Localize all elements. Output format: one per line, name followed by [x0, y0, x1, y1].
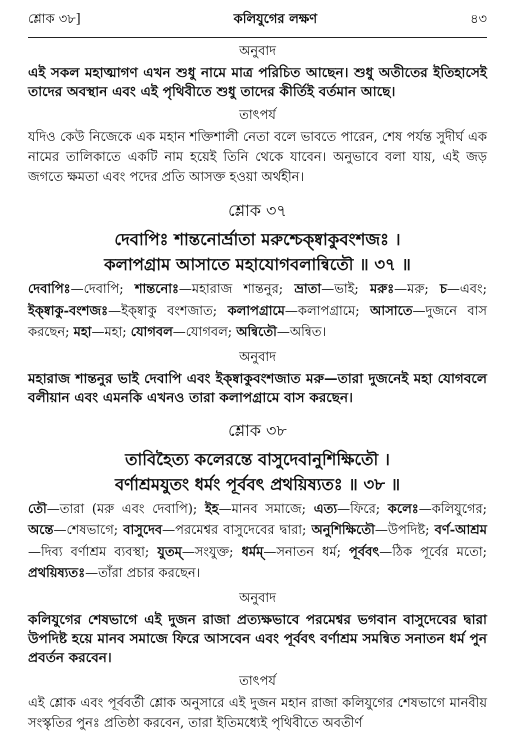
- synonym-word: প্রথয়িষ্যতঃ: [28, 566, 86, 581]
- header-verse-ref: শ্লোক ৩৮]: [28, 12, 81, 27]
- verse-37-translation-text: মহারাজ শান্তনুর ভাই দেবাপি এবং ইক্ষ্বাকুবংশজাত মরু—তারা দুজনেই মহা যোগবলে বলীয়ান এবং এমনকি এখনও তারা কলাপগ্রামে বাস করছেন।: [28, 370, 487, 406]
- synonym-word: কলাপগ্রামে: [227, 303, 285, 319]
- synonym-meaning: —তারা (মরু এবং দেবাপি);: [46, 501, 205, 517]
- verse-38-line-2: বর্ণাশ্রমযুতং ধর্মং পূর্ববৎ প্রথয়িষ্যতঃ ॥ ৩৮ ॥: [114, 474, 401, 494]
- synonym-word: ধর্মম্: [241, 544, 264, 560]
- synonym-word: ভ্রাতা: [294, 282, 322, 297]
- header-chapter-title: কলিযুগের লক্ষণ: [233, 12, 318, 27]
- synonym-word: আসাতে: [370, 303, 413, 319]
- synonym-meaning: —ফিরে;: [337, 501, 388, 517]
- verse-38-purport-text: এই শ্লোক এবং পূর্ববর্তী শ্লোক অনুসারে এই দুজন মহান রাজা কলিযুগের শেষভাগে মানবীয় সংস্কৃতির পুনঃ প্রতিষ্ঠা করবেন, তারা ইতিমধ্যেই পৃথিবীতে অবতীর্ণ: [28, 695, 488, 731]
- verse-37-synonyms: [28, 279, 487, 344]
- verse-37-line-1: দেবাপিঃ শান্তনোর্ভ্রাতা মরুশ্চেক্ষ্বাকুবংশজঃ ।: [114, 230, 401, 249]
- synonym-meaning: —কলাপগ্রামে;: [284, 303, 371, 319]
- synonym-word: এত্য: [313, 501, 338, 517]
- synonym-meaning: —যোগবল;: [172, 325, 237, 340]
- page-header: [28, 0, 487, 31]
- synonym-word: দেবাপিঃ: [28, 282, 71, 297]
- synonym-word: অনুশিক্ষিতৌ: [311, 523, 375, 538]
- synonym-word: ইক্ষ্বাকু-বংশজঃ: [28, 303, 109, 319]
- verse-38-translation-label: অনুবাদ: [239, 590, 276, 606]
- verse-37-line-2: কলাপগ্রাম আসাতে মহাযোগবলান্বিতৌ ॥ ৩৭ ॥: [104, 255, 411, 274]
- synonym-word: ইহ: [204, 501, 219, 517]
- synonym-word: শান্তনোঃ: [134, 282, 179, 297]
- synonym-meaning: —সনাতন ধর্ম;: [263, 544, 350, 560]
- synonym-meaning: —দুজনে বাস করছেন;: [28, 303, 488, 340]
- synonym-meaning: —শেষভাগে;: [53, 523, 124, 538]
- synonym-word: বর্ণ-আশ্রম: [434, 523, 487, 538]
- synonym-word: যুতম্: [157, 544, 182, 560]
- verse-37-title: শ্লোক ৩৭: [228, 201, 287, 220]
- synonym-word: যোগবল: [130, 325, 173, 340]
- synonym-word: অন্বিতৌ: [236, 325, 277, 340]
- synonym-word: পূর্ববৎ: [349, 544, 380, 560]
- synonym-meaning: —এবং;: [446, 282, 487, 297]
- synonym-word: বাসুদেব: [123, 523, 163, 538]
- purport-text: যদিও কেউ নিজেকে এক মহান শক্তিশালী নেতা বলে ভাবতে পারেন, শেষ পর্যন্ত সুদীর্ঘ এক নামের তালিকাতে একটি নাম হয়েই তিনি থেকে যাবেন। অনুভাবে বলা যায়, এই জড় জগতে ক্ষমতা এবং পদের প্রতি আসক্ত হওয়া অর্থহীন।: [28, 130, 487, 185]
- header-rule: [28, 37, 487, 38]
- synonym-word: মহা: [73, 325, 92, 340]
- translation-text: এই সকল মহাত্মাগণ এখন শুধু নামে মাত্র পরিচিত আছেন। শুধু অতীতের ইতিহাসেই তাদের অবস্থান এবং এই পৃথিবীতে শুধু তাদের কীর্তিই বর্তমান আছে।: [28, 65, 487, 100]
- synonym-meaning: —তাঁরা প্রচার করছেন।: [85, 566, 201, 581]
- synonym-word: কলেঃ: [387, 501, 419, 517]
- synonym-meaning: —সংযুক্ত;: [181, 544, 242, 560]
- verse-38-synonyms: [28, 499, 487, 585]
- synonym-meaning: —ঠিক পূর্বের মতো;: [379, 544, 488, 560]
- synonym-word: অন্তে: [28, 523, 54, 538]
- translation-label: অনুবাদ: [239, 44, 276, 59]
- synonym-meaning: —দিব্য বর্ণাশ্রম ব্যবস্থা;: [28, 544, 158, 560]
- synonym-meaning: —পরমেশ্বর বাসুদেবের দ্বারা;: [162, 523, 312, 538]
- synonym-meaning: —মরু;: [394, 282, 440, 297]
- synonym-word: চ: [439, 282, 447, 297]
- verse-38-line-1: তাবিহৈত্য কলেরন্তে বাসুদেবানুশিক্ষিতৌ ।: [125, 449, 390, 469]
- synonym-meaning: —উপদিষ্ট;: [374, 523, 435, 538]
- synonym-meaning: —মহা;: [91, 325, 131, 340]
- page-number: ৪৩: [470, 12, 487, 27]
- verse-38-purport-label: তাৎপর্য: [239, 673, 276, 689]
- verse-37-translation-label: অনুবাদ: [239, 349, 276, 365]
- purport-label: তাৎপর্য: [239, 108, 276, 123]
- synonym-meaning: —ইক্ষ্বাকু বংশজাত;: [108, 303, 228, 319]
- synonym-word: মরুঃ: [370, 282, 395, 297]
- verse-38-translation-text: কলিযুগের শেষভাগে এই দুজন রাজা প্রত্যক্ষভাবে পরমেশ্বর ভগবান বাসুদেবের দ্বারা উপদিষ্ট হয়ে মানব সমাজে ফিরে আসবেন এবং পূর্ববৎ বর্ণাশ্রম সমন্বিত সনাতন ধর্ম পুন প্রবর্তন করবেন।: [28, 611, 487, 666]
- synonym-meaning: —মহারাজ শান্তনুর;: [178, 282, 295, 297]
- verse-38-title: শ্লোক ৩৮: [228, 420, 287, 440]
- synonym-meaning: —অন্বিত।: [276, 325, 327, 340]
- synonym-meaning: —মানব সমাজে;: [218, 501, 314, 517]
- synonym-meaning: —ভাই;: [321, 282, 370, 297]
- synonym-meaning: —কলিযুগের;: [418, 501, 487, 517]
- synonym-word: তৌ: [28, 501, 47, 517]
- synonym-meaning: —দেবাপি;: [70, 282, 135, 297]
